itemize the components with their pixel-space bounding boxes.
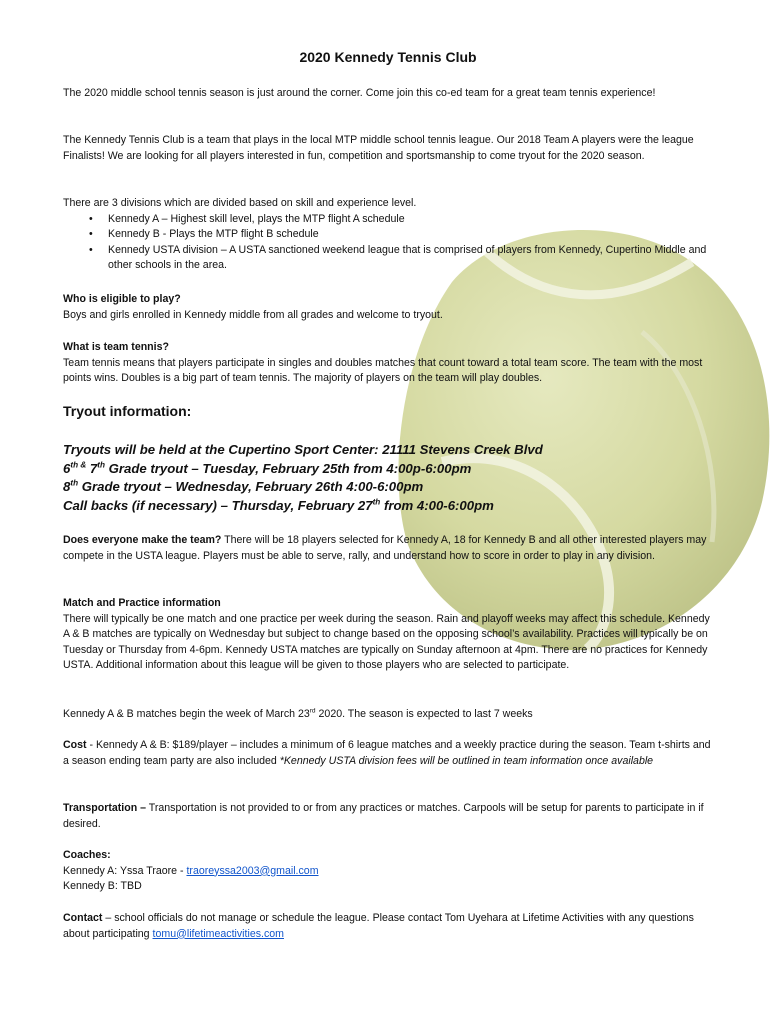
divisions-list: [63, 212, 713, 274]
divisions-section: [63, 196, 713, 274]
coach-a-email-link[interactable]: traoreyssa2003@gmail.com: [186, 864, 319, 877]
eligible-heading: Who is eligible to play?: [63, 293, 181, 305]
practice-text: There will typically be one match and one practice per week during the season. Rain and playoff weeks may affect this schedule. Kennedy A & B matches are typically on Wednesday but subject to change based on the opposing school’s availability. Practices will typically be on Tuesday or Thursday from 4-6pm. Kennedy USTA matches are typically on Sunday afternoon at 4pm. There are no practices for Kennedy USTA. Additional information about this league will be given to those players who are selected to participate.: [63, 612, 710, 672]
team-cut-text: There will be 18 players selected for Kennedy A, 18 for Kennedy B and all other interested players may compete in the USTA league. Players must be able to serve, rally, and understand how to score in order to play in any division.: [63, 534, 707, 562]
tryout-heading: Tryout information:: [63, 403, 192, 419]
team-tennis-section: [63, 340, 713, 387]
page-title: 2020 Kennedy Tennis Club: [299, 49, 477, 65]
team-cut-heading: Does everyone make the team?: [63, 534, 222, 546]
contact-text: – school officials do not manage or schedule the league. Please contact Tom Uyehara at Lifetime Activities with any questions about participating: [63, 912, 694, 940]
team-cut-paragraph: [63, 533, 713, 564]
contact-label: Contact: [63, 912, 103, 924]
contact-paragraph: [63, 911, 713, 942]
divisions-intro: There are 3 divisions which are divided based on skill and experience level.: [63, 197, 417, 209]
tryout-details: [63, 441, 713, 515]
coaches-section: [63, 848, 713, 895]
bullet-icon: •: [89, 212, 93, 225]
tryout-line-callbacks: Call backs (if necessary) – Thursday, February 27th from 4:00-6:00pm: [63, 497, 494, 513]
list-item: • Kennedy B - Plays the MTP flight B schedule: [63, 227, 713, 243]
about-paragraph: The Kennedy Tennis Club is a team that plays in the local MTP middle school tennis league. Our 2018 Team A players were the league Finalists! We are looking for all players interested in fun, competition and sportsmanship to come tryout for the 2020 season.: [63, 134, 694, 162]
tryout-line-6-7: $6^{th \&}$ 7th Grade tryout – Tuesday, February 25th from 4:00p-6:00pm: [63, 460, 472, 476]
team-tennis-text: Team tennis means that players participate in singles and doubles matches that count toward a total team score. The team with the most points wins. Doubles is a big part of team tennis. The majority of players on the team will play doubles.: [63, 356, 703, 385]
practice-heading: Match and Practice information: [63, 597, 221, 609]
tryout-line-8: 8th Grade tryout – Wednesday, February 26th 4:00-6:00pm: [63, 478, 424, 495]
transportation-text: Transportation is not provided to or from any practices or matches. Carpools will be setup for parents to participate in if desired.: [63, 802, 704, 830]
practice-section: [63, 596, 713, 674]
bullet-icon: •: [89, 243, 93, 256]
coaches-heading: Coaches:: [63, 849, 111, 861]
season-paragraph: Kennedy A & B matches begin the week of March 23rd 2020. The season is expected to last 7 weeks: [63, 707, 533, 720]
cost-paragraph: [63, 738, 713, 769]
list-item: • Kennedy USTA division – A USTA sanctioned weekend league that is comprised of players from Kennedy, Cupertino Middle and other schools in the area.: [89, 243, 707, 272]
cost-label: Cost: [63, 739, 87, 751]
team-tennis-heading: What is team tennis?: [63, 341, 169, 353]
coach-b: Kennedy B: TBD: [63, 880, 142, 893]
transportation-paragraph: [63, 801, 713, 832]
eligible-text: Boys and girls enrolled in Kennedy middle from all grades and welcome to tryout.: [63, 308, 443, 321]
eligible-section: [63, 292, 713, 323]
tryout-location: Tryouts will be held at the Cupertino Sport Center: 21111 Stevens Creek Blvd: [63, 442, 543, 457]
transportation-label: Transportation –: [63, 802, 146, 814]
cost-text: - Kennedy A & B: $189/player – includes a minimum of 6 league matches and a weekly practice during the season. Team t-shirts and a season ending team party are also included: [63, 739, 711, 767]
bullet-icon: •: [89, 228, 93, 241]
intro-paragraph: The 2020 middle school tennis season is just around the corner. Come join this co-ed team for a great team tennis experience!: [63, 87, 656, 99]
cost-note: *Kennedy USTA division fees will be outlined in team information once available: [279, 754, 654, 767]
contact-email-link[interactable]: tomu@lifetimeactivities.com: [152, 927, 284, 940]
list-item: • Kennedy A – Highest skill level, plays the MTP flight A schedule: [63, 212, 713, 228]
coach-a: Kennedy A: Yssa Traore - traoreyssa2003@gmail.com: [63, 864, 319, 877]
tennis-ball-watermark: [392, 212, 770, 652]
